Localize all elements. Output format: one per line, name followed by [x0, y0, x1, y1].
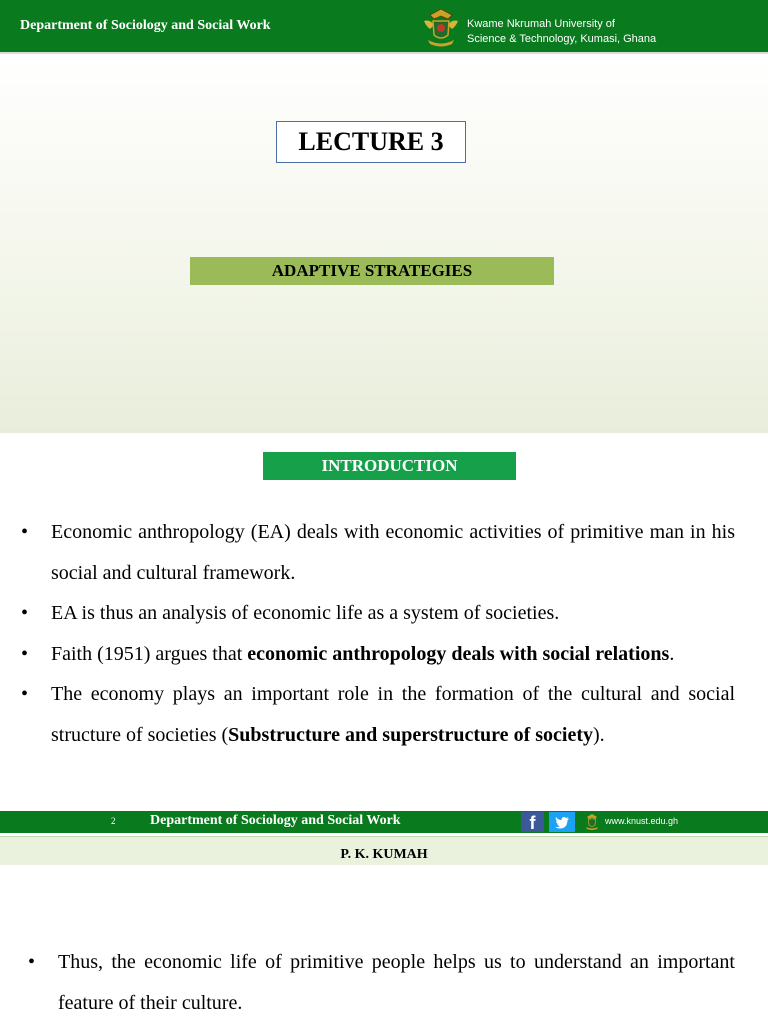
facebook-icon[interactable]: f	[521, 812, 544, 832]
bullet-item	[21, 634, 735, 675]
bullet-text-bold: Substructure and superstructure of society	[228, 723, 593, 746]
university-name-line2: Science & Technology, Kumasi, Ghana	[467, 33, 657, 45]
header-bar	[0, 0, 768, 54]
bullet-text: Thus, the economic life of primitive people helps us to understand an important feature of their culture.	[58, 951, 735, 1014]
university-name-line1: Kwame Nkrumah University of	[467, 18, 615, 30]
bullet-item	[28, 942, 735, 1023]
bullet-text: .	[669, 642, 675, 665]
slide-number: 2	[111, 816, 116, 826]
university-crest-icon	[420, 7, 462, 49]
footer-bar	[0, 811, 768, 833]
introduction-bullet-list	[21, 512, 735, 755]
lecture-title: LECTURE 3	[276, 121, 466, 163]
website-link[interactable]: www.knust.edu.gh	[605, 816, 679, 826]
footer-department: Department of Sociology and Social Work	[150, 813, 401, 828]
author-name: P. K. KUMAH	[0, 836, 768, 865]
bullet-text: ).	[592, 723, 605, 746]
topic-banner: ADAPTIVE STRATEGIES	[190, 257, 554, 285]
department-title: Department of Sociology and Social Work	[20, 18, 271, 33]
twitter-icon[interactable]	[549, 812, 575, 832]
university-name	[467, 17, 656, 47]
bullet-text-bold: economic anthropology deals with social relations	[247, 642, 670, 665]
bullet-text: EA is thus an analysis of economic life as a system of societies.	[51, 602, 560, 624]
bullet-item	[21, 674, 735, 755]
conclusion-bullet-list	[28, 942, 735, 1023]
bullet-text: The economy plays an important role in the formation of the cultural and social structure of societies (	[51, 683, 735, 746]
bullet-marker: •	[21, 683, 29, 705]
introduction-heading: INTRODUCTION	[263, 452, 516, 480]
bullet-marker: •	[21, 602, 29, 624]
bullet-marker: •	[28, 951, 36, 973]
bullet-text: Faith (1951) argues that	[51, 642, 248, 665]
title-slide	[0, 54, 768, 433]
bullet-marker: •	[21, 521, 29, 543]
bullet-marker: •	[21, 642, 29, 665]
university-crest-small-icon	[583, 813, 601, 831]
bullet-text: Economic anthropology (EA) deals with economic activities of primitive man in his social and cultural framework.	[51, 521, 735, 584]
bullet-item	[21, 593, 735, 634]
bullet-item	[21, 512, 735, 593]
